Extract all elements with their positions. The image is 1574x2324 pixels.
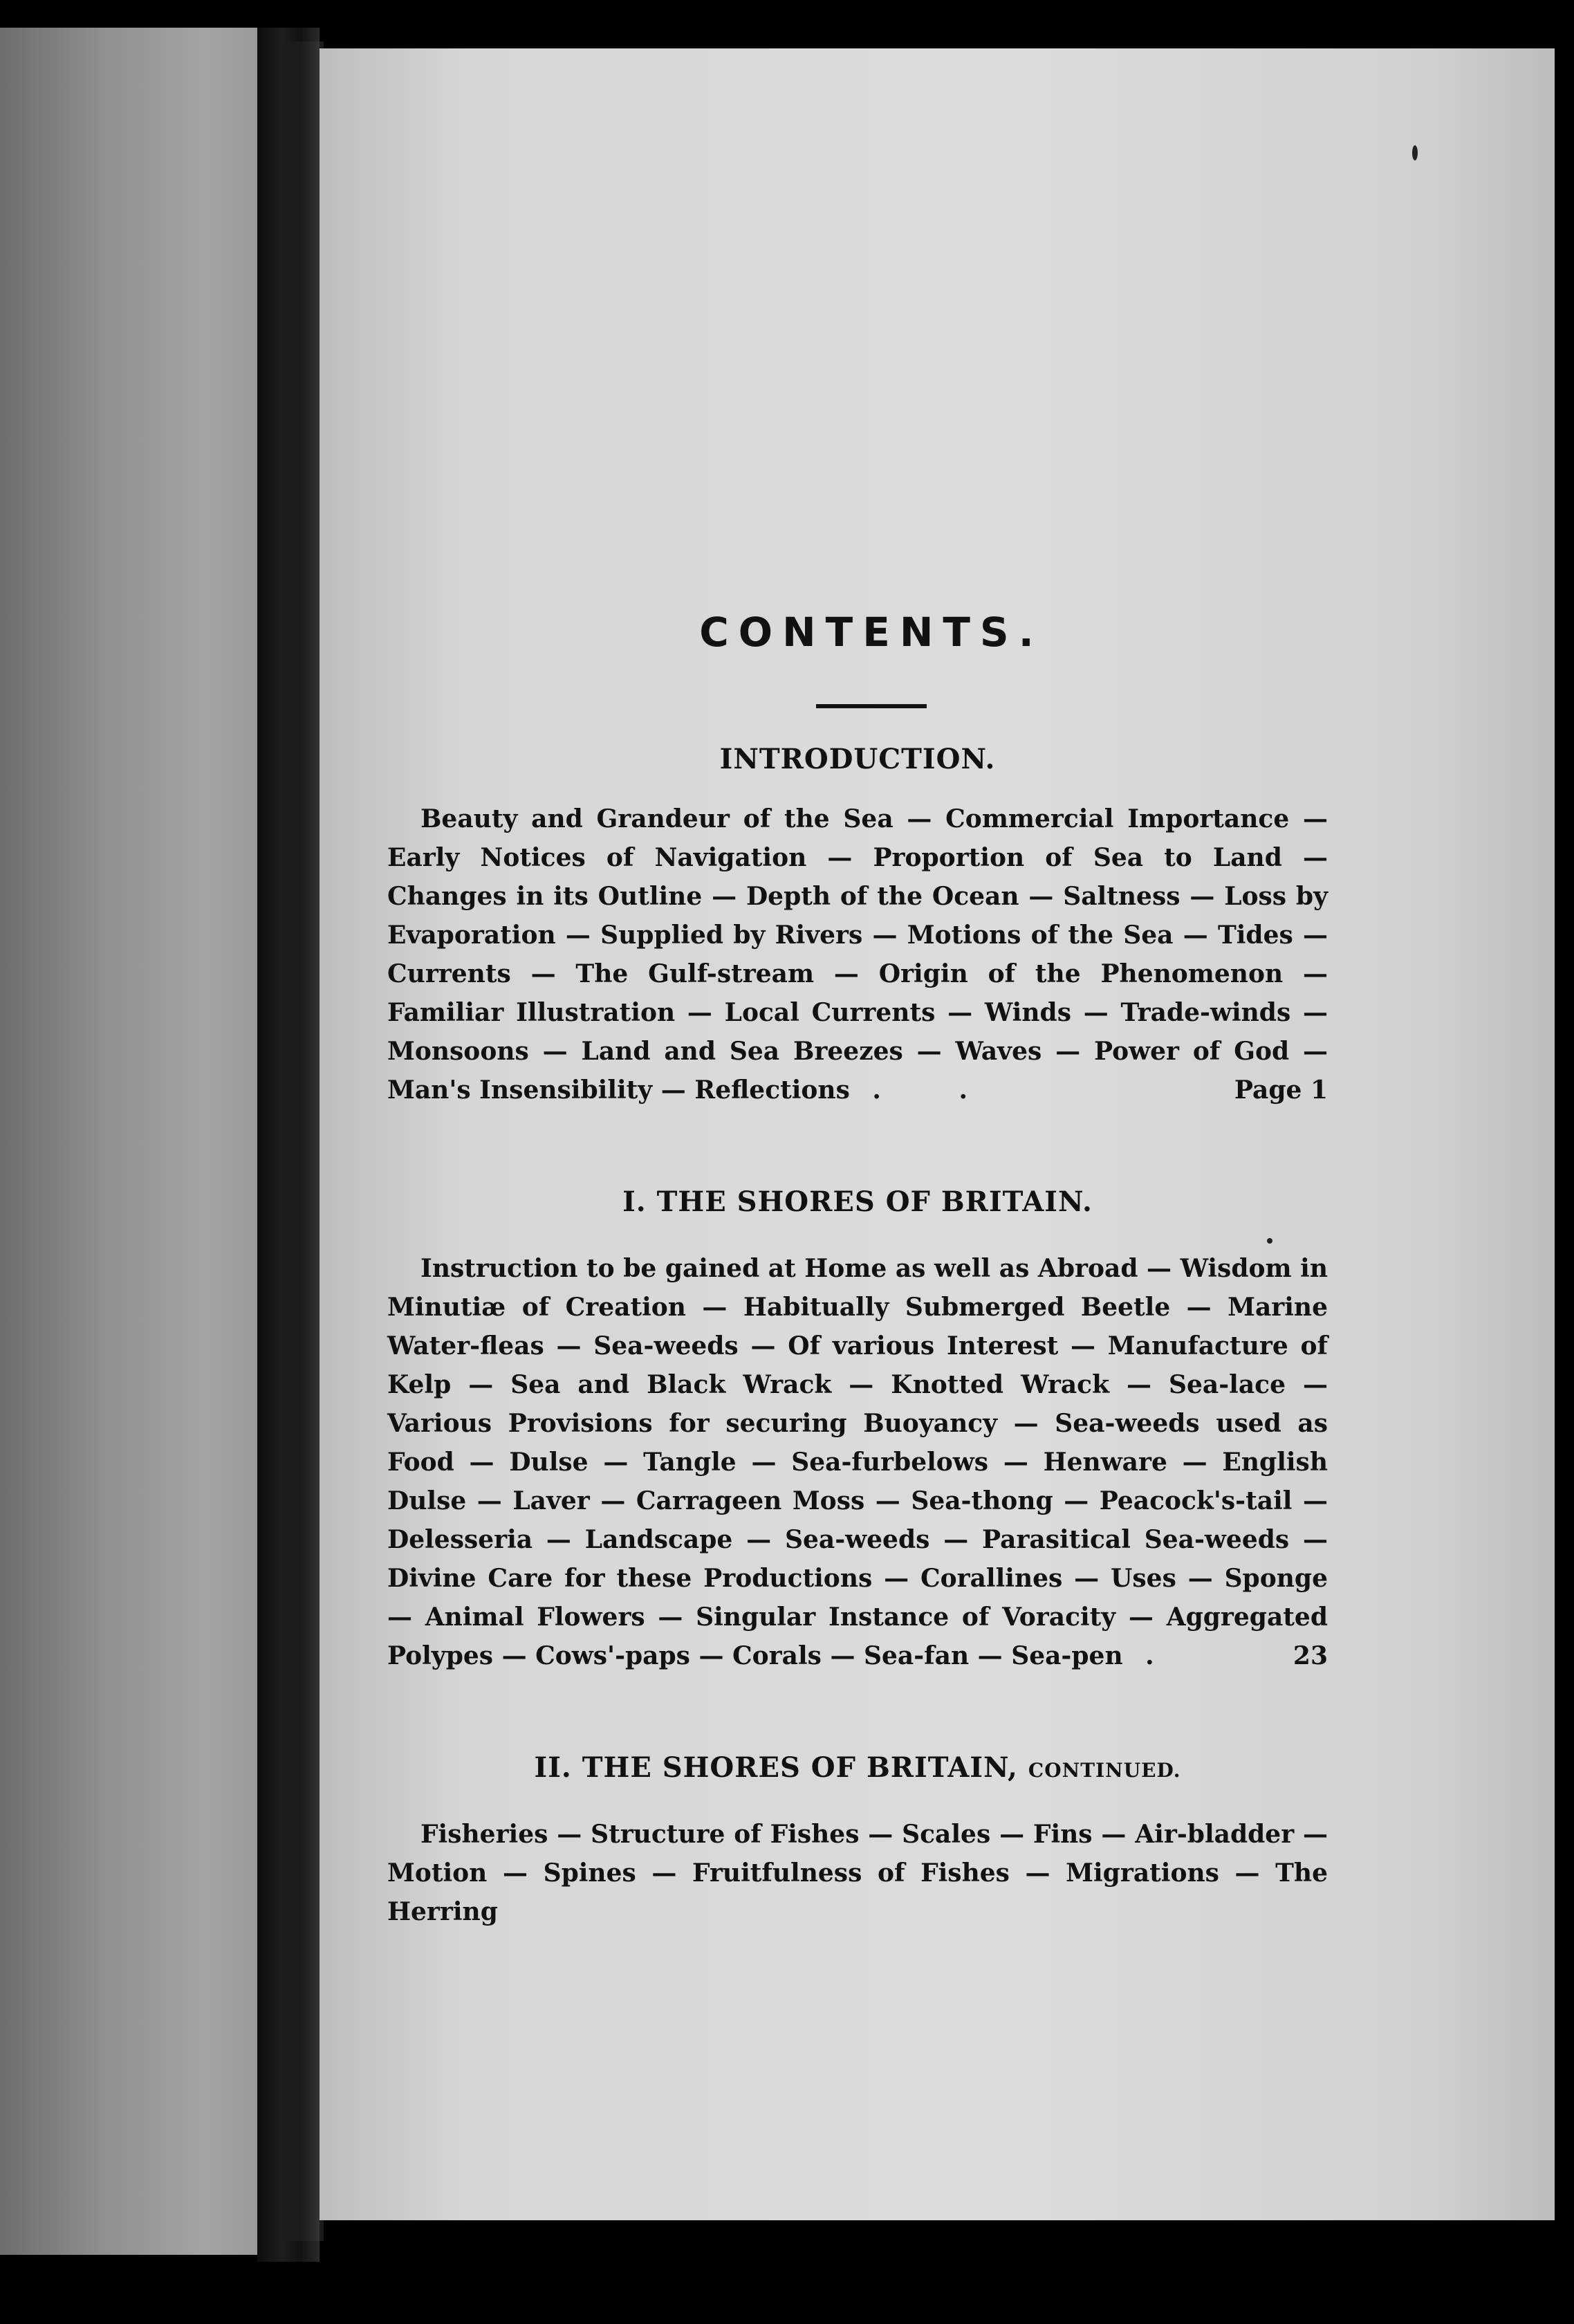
section-heading-shores-of-britain-continued xyxy=(387,1751,1328,1784)
page-shadow xyxy=(282,42,324,2241)
section-heading-shores-of-britain xyxy=(387,1186,1328,1219)
section-summary-shores-of-britain xyxy=(387,1249,1328,1675)
scan-speck xyxy=(1412,145,1418,160)
summary-text: Instruction to be gained at Home as well as Abroad — Wisdom in Minutiæ of Creation — Habitually Submerged Beetle — Marine Water-fleas — Sea-weeds — Of various Interest — Manufacture of Kelp — Sea and Black Wrack — Knotted Wrack — Sea-lace — Various Provisions for securing Buoyancy — Sea-weeds used as Food — Dulse — Tangle — Sea-furbelows — Henware — English Dulse — Laver — Carrageen Moss — Sea-thong — Peacock's-tail — Delesseria — Landscape — Sea-weeds — Parasitical Sea-weeds — Divine Care for these Productions — Corallines — Uses — Sponge — Animal Flowers — Singular Instance of Voracity — Aggregated Polypes — Cows'-paps — Corals — Sea-fan — Sea-pen xyxy=(387,1253,1328,1670)
section-summary-introduction xyxy=(387,800,1328,1109)
section-summary-shores-of-britain-continued xyxy=(387,1815,1328,1931)
section-heading-introduction xyxy=(387,743,1328,776)
section-heading-suffix: CONTINUED. xyxy=(1028,1758,1181,1782)
section-heading-text: II. THE SHORES OF BRITAIN, xyxy=(534,1751,1018,1784)
title-rule xyxy=(816,704,927,708)
page-reference: Page 1 xyxy=(1234,1075,1328,1105)
leader-dots: . . xyxy=(872,1075,1003,1105)
leader-dots: . xyxy=(1145,1641,1189,1670)
contents-title: CONTENTS. xyxy=(699,609,1044,656)
section-heading-text: INTRODUCTION. xyxy=(719,742,996,775)
contents-text-block xyxy=(387,609,1328,1931)
facing-page-edge xyxy=(0,28,257,2255)
summary-text: Beauty and Grandeur of the Sea — Commercial Importance — Early Notices of Navigation — Proportion of Sea to Land — Changes in its Outline — Depth of the Ocean — Saltness — Loss by Evaporation — Supplied by Rivers — Motions of the Sea — Tides — Currents — The Gulf-stream — Origin of the Phenomenon — Familiar Illustration — Local Currents — Winds — Trade-winds — Monsoons — Land and Sea Breezes — Waves — Power of God — Man's Insensibility — Reflections xyxy=(387,804,1328,1105)
summary-text: Fisheries — Structure of Fishes — Scales — Fins — Air-bladder — Motion — Spines — Fruitfulness of Fishes — Migrations — The Herring xyxy=(387,1819,1328,1926)
page-reference: 23 xyxy=(1293,1641,1328,1670)
section-heading-text: I. THE SHORES OF BRITAIN. xyxy=(622,1185,1093,1218)
